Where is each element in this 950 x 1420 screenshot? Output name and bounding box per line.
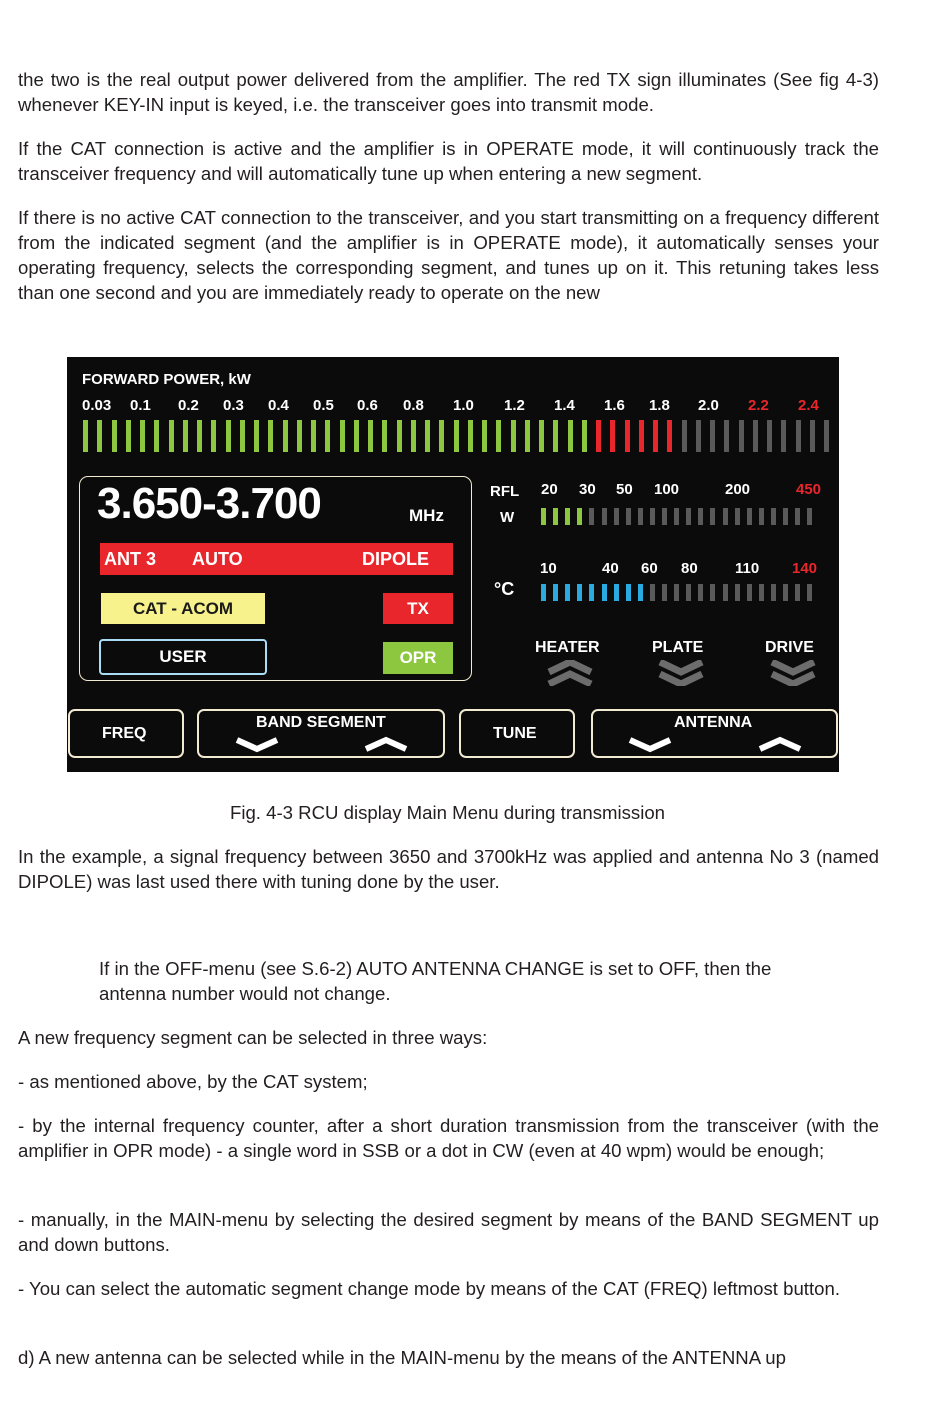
tune-softkey[interactable]: [459, 709, 575, 758]
forward-power-segment: [197, 420, 202, 452]
forward-power-tick: 2.0: [698, 397, 719, 414]
rfl-tick: 30: [579, 481, 596, 498]
forward-power-segment: [240, 420, 245, 452]
rfl-segment: [565, 508, 570, 525]
forward-power-segment: [454, 420, 459, 452]
band-segment-up-icon[interactable]: [364, 736, 408, 752]
temperature-unit: °C: [494, 579, 515, 599]
forward-power-segment: [582, 420, 587, 452]
rfl-unit: W: [500, 509, 515, 526]
temperature-segment: [698, 584, 703, 601]
rfl-segment: [638, 508, 643, 525]
forward-power-segment: [625, 420, 630, 452]
rcu-display: [67, 357, 839, 772]
rfl-segment: [686, 508, 691, 525]
forward-power-segment: [796, 420, 801, 452]
forward-power-segment: [283, 420, 288, 452]
forward-power-tick: 0.6: [357, 397, 378, 414]
rfl-segment: [626, 508, 631, 525]
forward-power-segment: [97, 420, 102, 452]
forward-power-tick: 0.4: [268, 397, 289, 414]
forward-power-segment: [824, 420, 829, 452]
rfl-segment: [795, 508, 800, 525]
forward-power-segment: [739, 420, 744, 452]
temperature-segment: [662, 584, 667, 601]
forward-power-segment: [439, 420, 444, 452]
antenna-name: DIPOLE: [362, 549, 430, 569]
forward-power-segment: [340, 420, 345, 452]
temperature-tick: 110: [735, 560, 760, 577]
forward-power-segment: [653, 420, 658, 452]
temperature-segment: [686, 584, 691, 601]
forward-power-segment: [254, 420, 259, 452]
temperature-tick: 80: [681, 560, 698, 577]
antenna-mode: AUTO: [192, 549, 243, 569]
band-segment-label: BAND SEGMENT: [256, 714, 386, 731]
rfl-segment: [771, 508, 776, 525]
forward-power-segment: [539, 420, 544, 452]
rfl-segment: [759, 508, 764, 525]
forward-power-segment: [311, 420, 316, 452]
forward-power-tick: 0.3: [223, 397, 244, 414]
forward-power-segment: [297, 420, 302, 452]
rfl-segment: [614, 508, 619, 525]
forward-power-title: FORWARD POWER, kW: [82, 371, 251, 388]
antenna-number: ANT 3: [104, 549, 157, 569]
forward-power-tick: 1.4: [554, 397, 575, 414]
rfl-segment: [674, 508, 679, 525]
paragraph-segment-ways: A new frequency segment can be selected in three ways:: [18, 1027, 488, 1048]
tune-softkey-label: TUNE: [493, 725, 537, 742]
heater-label: HEATER: [535, 639, 600, 656]
band-segment-down-icon[interactable]: [235, 737, 279, 753]
forward-power-segment: [511, 420, 516, 452]
drive-down-chevron-icon: [770, 660, 816, 686]
forward-power-segment: [724, 420, 729, 452]
temperature-segment: [602, 584, 607, 601]
freq-softkey[interactable]: [68, 709, 184, 758]
forward-power-segment: [368, 420, 373, 452]
paragraph-cat-tracking: If the CAT connection is active and the amplifier is in OPERATE mode, it will continuously track the transceiver frequency and will automatically tune up when entering a new segment.: [18, 138, 879, 184]
list-item-counter: - by the internal frequency counter, after a short duration transmission from the transceiver (with the amplifier in OPR mode) - a single word in SSB or a dot in CW (even at 40 wpm) would be enough;: [18, 1115, 879, 1161]
temperature-segment: [771, 584, 776, 601]
forward-power-segment: [496, 420, 501, 452]
list-item-cat: - as mentioned above, by the CAT system;: [18, 1071, 368, 1092]
paragraph-new-antenna: d) A new antenna can be selected while in the MAIN-menu by the means of the ANTENNA up: [18, 1347, 786, 1368]
forward-power-segment: [468, 420, 473, 452]
rfl-label: RFL: [490, 483, 520, 500]
temperature-segment: [650, 584, 655, 601]
forward-power-segment: [525, 420, 530, 452]
temperature-tick: 140: [792, 560, 818, 577]
forward-power-tick: 0.03: [82, 397, 112, 414]
forward-power-segment: [753, 420, 758, 452]
band-segment-softkey[interactable]: [197, 709, 445, 758]
rfl-tick: 200: [725, 481, 751, 498]
forward-power-segment: [112, 420, 117, 452]
figure-caption: Fig. 4-3 RCU display Main Menu during transmission: [229, 802, 666, 823]
temperature-segment: [577, 584, 582, 601]
forward-power-segment: [596, 420, 601, 452]
forward-power-segment: [154, 420, 159, 452]
rfl-segment: [698, 508, 703, 525]
rfl-segment: [783, 508, 788, 525]
forward-power-segment: [425, 420, 430, 452]
forward-power-segment: [667, 420, 672, 452]
forward-power-segment: [696, 420, 701, 452]
rfl-segment: [541, 508, 546, 525]
tx-indicator: TX: [383, 593, 453, 624]
paragraph-example: In the example, a signal frequency between 3650 and 3700kHz was applied and antenna No 3 (named DIPOLE) was last used there with tuning done by the user.: [18, 846, 879, 892]
forward-power-tick: 0.5: [313, 397, 334, 414]
antenna-down-icon[interactable]: [628, 737, 672, 753]
rfl-tick: 20: [541, 481, 558, 498]
temperature-segment: [783, 584, 788, 601]
rfl-tick: 100: [654, 481, 680, 498]
rfl-segment: [710, 508, 715, 525]
temperature-segment: [747, 584, 752, 601]
temperature-tick: 40: [602, 560, 619, 577]
forward-power-segment: [354, 420, 359, 452]
plate-down-chevron-icon: [658, 660, 704, 686]
rfl-segment: [602, 508, 607, 525]
temperature-segment: [795, 584, 800, 601]
forward-power-tick: 2.2: [748, 397, 769, 414]
forward-power-tick: 1.8: [649, 397, 670, 414]
rfl-segment: [747, 508, 752, 525]
list-item-auto-mode: - You can select the automatic segment change mode by means of the CAT (FREQ) leftmost button.: [18, 1278, 840, 1299]
temperature-segment: [614, 584, 619, 601]
opr-indicator[interactable]: OPR: [383, 642, 453, 674]
forward-power-tick: 0.8: [403, 397, 424, 414]
temperature-segment: [674, 584, 679, 601]
forward-power-tick: 1.2: [504, 397, 525, 414]
forward-power-segment: [810, 420, 815, 452]
forward-power-segment: [382, 420, 387, 452]
temperature-segment: [723, 584, 728, 601]
forward-power-tick: 1.6: [604, 397, 625, 414]
temperature-segment: [541, 584, 546, 601]
forward-power-segment: [610, 420, 615, 452]
forward-power-segment: [411, 420, 416, 452]
forward-power-tick: 0.1: [130, 397, 151, 414]
plate-label: PLATE: [652, 639, 704, 656]
antenna-softkey[interactable]: [591, 709, 838, 758]
note-auto-antenna: If in the OFF-menu (see S.6-2) AUTO ANTENNA CHANGE is set to OFF, then the antenna number would not change.: [99, 958, 772, 1004]
forward-power-segment: [325, 420, 330, 452]
rfl-segment: [589, 508, 594, 525]
forward-power-segment: [83, 420, 88, 452]
antenna-bar: [100, 543, 453, 575]
antenna-up-icon[interactable]: [758, 736, 802, 752]
rfl-segment: [650, 508, 655, 525]
temperature-segment: [553, 584, 558, 601]
forward-power-segment: [268, 420, 273, 452]
forward-power-segment: [169, 420, 174, 452]
temperature-segment: [565, 584, 570, 601]
rfl-segment: [553, 508, 558, 525]
antenna-softkey-label: ANTENNA: [674, 714, 753, 731]
forward-power-segment: [397, 420, 402, 452]
user-button[interactable]: USER: [99, 639, 267, 675]
forward-power-segment: [767, 420, 772, 452]
frequency-value: 3.650-3.700: [97, 479, 321, 528]
frequency-unit: MHz: [409, 506, 444, 525]
list-item-manual: - manually, in the MAIN-menu by selecting the desired segment by means of the BAND SEGMENT up and down buttons.: [18, 1209, 879, 1255]
cat-status: CAT - ACOM: [101, 593, 265, 624]
rfl-segment: [577, 508, 582, 525]
freq-softkey-label: FREQ: [102, 725, 147, 742]
paragraph-auto-retune: If there is no active CAT connection to the transceiver, and you start transmitting on a frequency different from the indicated segment (and the amplifier is in OPERATE mode), it automatically senses your operating frequency, selects the corresponding segment, and tunes up on it. This retuning takes less than one second and you are immediately ready to operate on the new: [18, 207, 879, 303]
forward-power-segment: [568, 420, 573, 452]
temperature-segment: [807, 584, 812, 601]
forward-power-segment: [553, 420, 558, 452]
forward-power-segment: [183, 420, 188, 452]
temperature-tick: 10: [540, 560, 557, 577]
forward-power-segment: [781, 420, 786, 452]
rfl-segment: [723, 508, 728, 525]
paragraph-output-power: the two is the real output power delivered from the amplifier. The red TX sign illuminates (See fig 4-3) whenever KEY-IN input is keyed, i.e. the transceiver goes into transmit mode.: [18, 69, 879, 115]
temperature-segment: [638, 584, 643, 601]
forward-power-segment: [682, 420, 687, 452]
rfl-tick: 450: [796, 481, 822, 498]
forward-power-segment: [211, 420, 216, 452]
forward-power-segment: [710, 420, 715, 452]
temperature-segment: [759, 584, 764, 601]
rfl-tick: 50: [616, 481, 633, 498]
forward-power-segment: [639, 420, 644, 452]
forward-power-segment: [140, 420, 145, 452]
temperature-segment: [735, 584, 740, 601]
forward-power-segment: [226, 420, 231, 452]
rfl-segment: [662, 508, 667, 525]
forward-power-tick: 2.4: [798, 397, 819, 414]
forward-power-tick: 1.0: [453, 397, 474, 414]
forward-power-segment: [126, 420, 131, 452]
forward-power-segment: [482, 420, 487, 452]
rfl-segment: [735, 508, 740, 525]
forward-power-tick: 0.2: [178, 397, 199, 414]
temperature-segment: [710, 584, 715, 601]
temperature-segment: [589, 584, 594, 601]
heater-up-chevron-icon: [547, 660, 593, 686]
temperature-tick: 60: [641, 560, 658, 577]
rfl-segment: [807, 508, 812, 525]
drive-label: DRIVE: [765, 639, 814, 656]
temperature-segment: [626, 584, 631, 601]
